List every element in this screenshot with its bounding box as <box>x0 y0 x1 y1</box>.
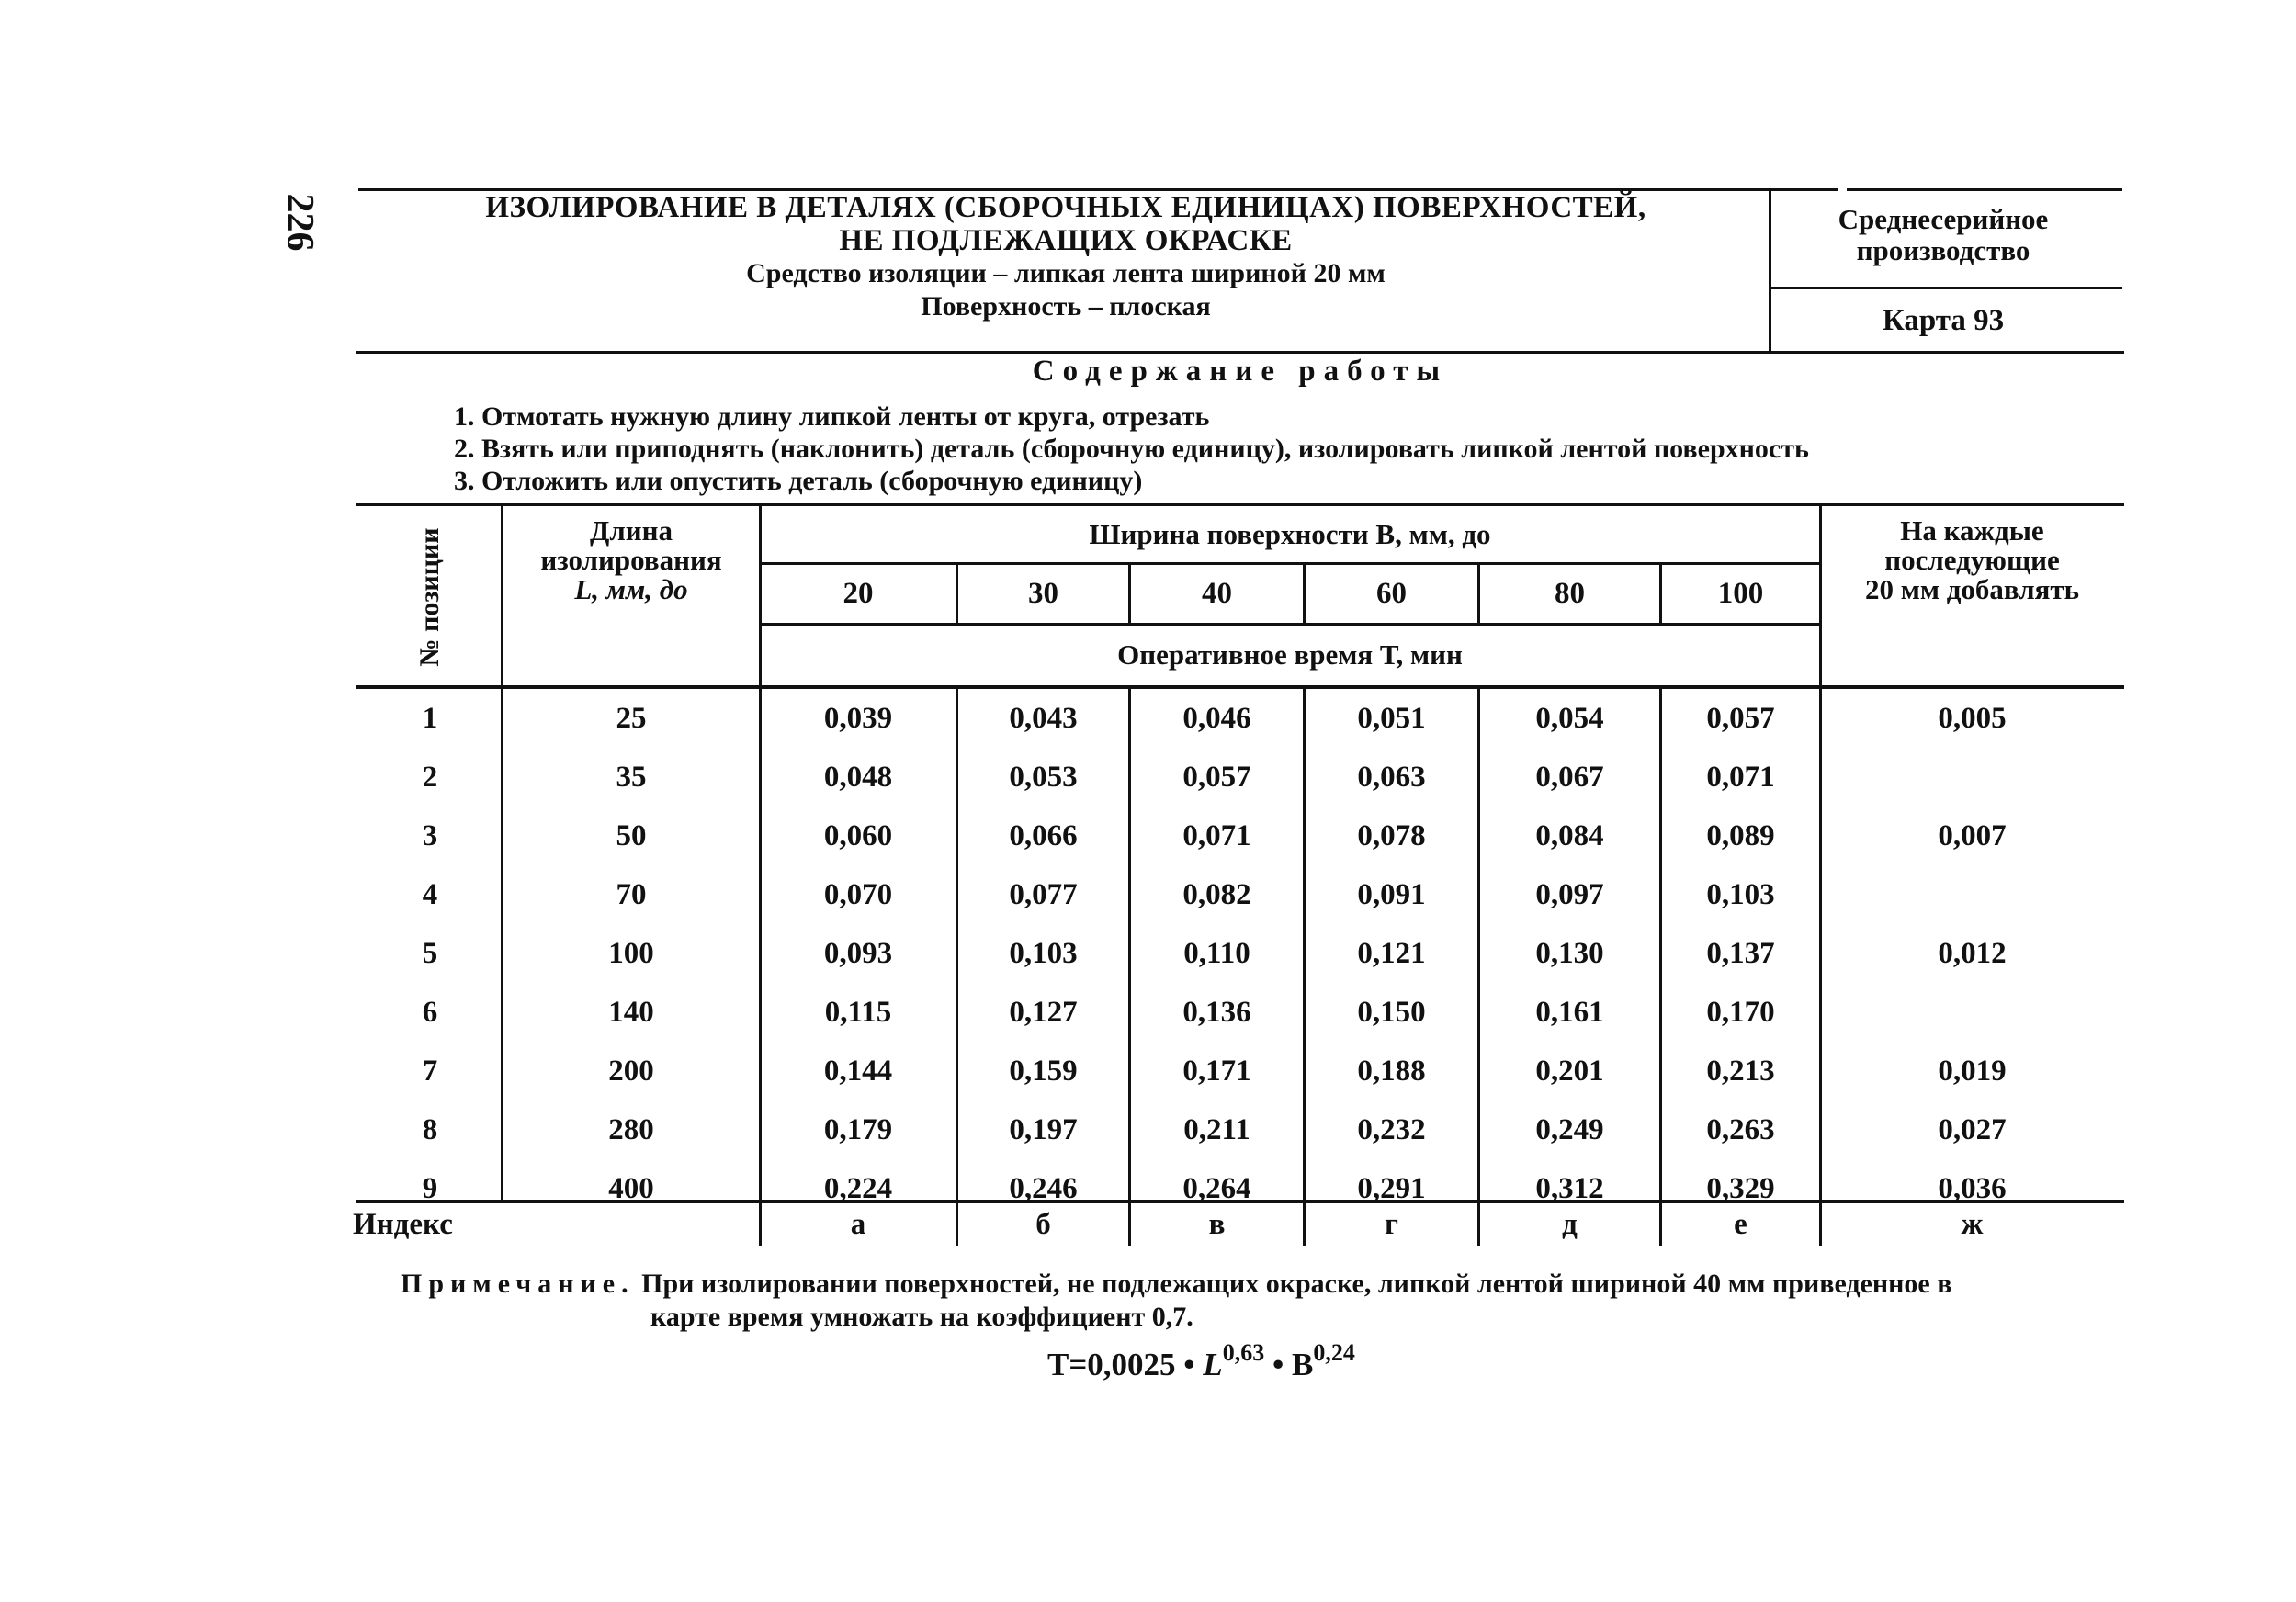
operative-time-header: Оперативное время Т, мин <box>1117 638 1463 671</box>
time-value-cell: 0,211 <box>1183 1112 1250 1146</box>
row-position: 6 <box>422 995 438 1029</box>
row-length: 100 <box>608 936 654 970</box>
time-value-cell: 0,048 <box>823 760 893 794</box>
time-value-cell: 0,091 <box>1357 877 1426 911</box>
time-value-cell: 0,078 <box>1357 818 1426 852</box>
time-value-cell: 0,201 <box>1535 1054 1604 1088</box>
time-value-cell: 0,103 <box>1009 936 1078 970</box>
time-value-cell: 0,188 <box>1357 1054 1426 1088</box>
header-mid-rule <box>1770 287 2122 289</box>
row-position: 8 <box>422 1112 438 1146</box>
row-addition <box>1822 983 2122 1042</box>
note-label: Примечание. <box>401 1269 635 1299</box>
time-value-cell: 0,110 <box>1183 936 1250 970</box>
add-header-line: 20 мм добавлять <box>1864 573 2080 605</box>
row-addition: 0,007 <box>1938 818 2007 852</box>
time-value-cell: 0,136 <box>1182 995 1251 1029</box>
row-addition: 0,012 <box>1938 936 2007 970</box>
index-letter-cell: в <box>1208 1207 1226 1241</box>
time-value-cell: 0,043 <box>1009 701 1078 735</box>
time-value-cell: 0,121 <box>1357 936 1426 970</box>
production-line-1: Среднесерийное <box>1838 203 2049 235</box>
time-value-cell: 0,150 <box>1357 995 1426 1029</box>
row-length: 50 <box>616 818 647 852</box>
row-length: 400 <box>608 1171 654 1205</box>
index-letter-cell: ж <box>1961 1207 1984 1241</box>
formula-var-b: В <box>1291 1347 1314 1382</box>
note-text-1: При изолировании поверхностей, не подлежащих окраске, липкой лентой шириной 40 мм приведенное в <box>641 1269 1952 1299</box>
row-position: 7 <box>422 1054 438 1088</box>
work-step: 3. Отложить или опустить деталь (сборочную единицу) <box>454 466 1143 496</box>
time-value-cell: 0,060 <box>823 818 893 852</box>
row-position: 4 <box>422 877 438 911</box>
time-value-cell: 0,057 <box>1706 701 1775 735</box>
time-value-cell: 0,054 <box>1535 701 1604 735</box>
note <box>401 1268 2128 1334</box>
time-value-cell: 0,089 <box>1706 818 1775 852</box>
time-value-cell: 0,070 <box>823 877 893 911</box>
width-value-cell: 100 <box>1717 577 1764 610</box>
index-label: Индекс <box>353 1207 453 1241</box>
add-header-line: последующие <box>1884 544 2060 576</box>
time-value-cell: 0,159 <box>1009 1054 1078 1088</box>
time-value-cell: 0,053 <box>1009 760 1078 794</box>
time-value-cell: 0,263 <box>1706 1112 1775 1146</box>
time-value-cell: 0,093 <box>823 936 893 970</box>
length-header-line: Длина <box>590 514 673 547</box>
position-number-header-text: № позиции <box>414 527 445 667</box>
formula-exp-b: 0,24 <box>1313 1339 1355 1366</box>
time-value-cell: 0,067 <box>1535 760 1604 794</box>
index-letter-cell: д <box>1562 1207 1578 1241</box>
time-value-cell: 0,161 <box>1535 995 1604 1029</box>
position-number-header <box>360 507 500 687</box>
title-line-2: НЕ ПОДЛЕЖАЩИХ ОКРАСКЕ <box>839 224 1293 257</box>
time-value-cell: 0,046 <box>1182 701 1251 735</box>
formula-prefix: Т=0,0025 • <box>1047 1347 1204 1382</box>
row-length: 25 <box>616 701 647 735</box>
row-addition: 0,027 <box>1938 1112 2007 1146</box>
time-value-cell: 0,137 <box>1706 936 1775 970</box>
surface-type: Поверхность – плоская <box>921 291 1211 322</box>
time-value-cell: 0,264 <box>1182 1171 1251 1205</box>
time-value-cell: 0,071 <box>1706 760 1775 794</box>
row-length: 70 <box>616 877 647 911</box>
time-value-cell: 0,051 <box>1357 701 1426 735</box>
document-title-block <box>358 191 1773 355</box>
note-line-1 <box>401 1268 2128 1301</box>
time-value-cell: 0,071 <box>1182 818 1251 852</box>
width-value-cell: 20 <box>843 577 874 610</box>
formula-sep: • <box>1264 1347 1292 1382</box>
formula-exp-l: 0,63 <box>1222 1339 1265 1366</box>
row-position: 9 <box>422 1171 438 1205</box>
page-number: 226 <box>278 193 321 252</box>
length-header-line: изолирования <box>540 544 722 576</box>
time-value-cell: 0,232 <box>1357 1112 1426 1146</box>
time-value-cell: 0,170 <box>1706 995 1775 1029</box>
time-value-cell: 0,249 <box>1535 1112 1604 1146</box>
time-value-cell: 0,103 <box>1706 877 1775 911</box>
row-addition <box>1822 748 2122 807</box>
time-value-cell: 0,082 <box>1182 877 1251 911</box>
row-length: 140 <box>608 995 654 1029</box>
time-value-cell: 0,063 <box>1357 760 1426 794</box>
add-header-line: На каждые <box>1900 514 2044 547</box>
width-value-cell: 30 <box>1028 577 1058 610</box>
time-value-cell: 0,197 <box>1009 1112 1078 1146</box>
time-value-cell: 0,066 <box>1009 818 1078 852</box>
production-type <box>1773 189 2113 281</box>
row-length: 35 <box>616 760 647 794</box>
row-position: 1 <box>422 701 438 735</box>
row-addition: 0,036 <box>1938 1171 2007 1205</box>
index-letter-cell: б <box>1035 1207 1051 1241</box>
row-addition: 0,005 <box>1938 701 2007 735</box>
time-value-cell: 0,144 <box>823 1054 893 1088</box>
time-value-cell: 0,224 <box>823 1171 893 1205</box>
time-value-cell: 0,291 <box>1357 1171 1426 1205</box>
work-content-heading: Содержание работы <box>1032 355 1449 388</box>
time-value-cell: 0,213 <box>1706 1054 1775 1088</box>
time-value-cell: 0,057 <box>1182 760 1251 794</box>
insulation-means: Средство изоляции – липкая лента шириной 20 мм <box>746 258 1386 288</box>
row-position: 3 <box>422 818 438 852</box>
formula-var-l: L <box>1203 1347 1223 1382</box>
table-top-rule <box>356 503 2124 506</box>
add-per-20mm-header <box>1822 514 2122 606</box>
width-value-cell: 80 <box>1555 577 1585 610</box>
width-value-cell: 40 <box>1202 577 1232 610</box>
time-value-cell: 0,312 <box>1535 1171 1604 1205</box>
formula <box>1047 1339 1355 1383</box>
card-number: Карта 93 <box>1882 303 2005 337</box>
row-addition <box>1822 865 2122 924</box>
time-value-cell: 0,127 <box>1009 995 1078 1029</box>
row-length: 280 <box>608 1112 654 1146</box>
row-length: 200 <box>608 1054 654 1088</box>
time-value-cell: 0,246 <box>1009 1171 1078 1205</box>
row-position: 5 <box>422 936 438 970</box>
surface-width-header: Ширина поверхности В, мм, до <box>1089 518 1491 550</box>
work-steps-list <box>454 400 2108 497</box>
note-text-2: карте время умножать на коэффициент 0,7. <box>650 1302 1193 1332</box>
length-header-line: L, мм, до <box>574 573 688 605</box>
work-step: 2. Взять или приподнять (наклонить) деталь (сборочную единицу), изолировать липкой лентой поверхность <box>454 434 1809 464</box>
row-addition: 0,019 <box>1938 1054 2007 1088</box>
time-value-cell: 0,115 <box>824 995 892 1029</box>
time-value-cell: 0,084 <box>1535 818 1604 852</box>
time-value-cell: 0,130 <box>1535 936 1604 970</box>
width-value-cell: 60 <box>1376 577 1407 610</box>
index-letter-cell: е <box>1734 1207 1747 1241</box>
time-value-cell: 0,329 <box>1706 1171 1775 1205</box>
index-letter-cell: г <box>1385 1207 1398 1241</box>
time-value-cell: 0,077 <box>1009 877 1078 911</box>
title-line-1: ИЗОЛИРОВАНИЕ В ДЕТАЛЯХ (СБОРОЧНЫХ ЕДИНИЦАХ) ПОВЕРХНОСТЕЙ, <box>485 191 1646 224</box>
work-step: 1. Отмотать нужную длину липкой ленты от круга, отрезать <box>454 401 1210 432</box>
time-value-cell: 0,097 <box>1535 877 1604 911</box>
time-value-cell: 0,171 <box>1182 1054 1251 1088</box>
index-letter-cell: а <box>850 1207 866 1241</box>
time-value-cell: 0,179 <box>823 1112 893 1146</box>
row-position: 2 <box>422 760 438 794</box>
time-value-cell: 0,039 <box>823 701 893 735</box>
production-line-2: производство <box>1856 234 2030 266</box>
length-header <box>503 514 759 606</box>
